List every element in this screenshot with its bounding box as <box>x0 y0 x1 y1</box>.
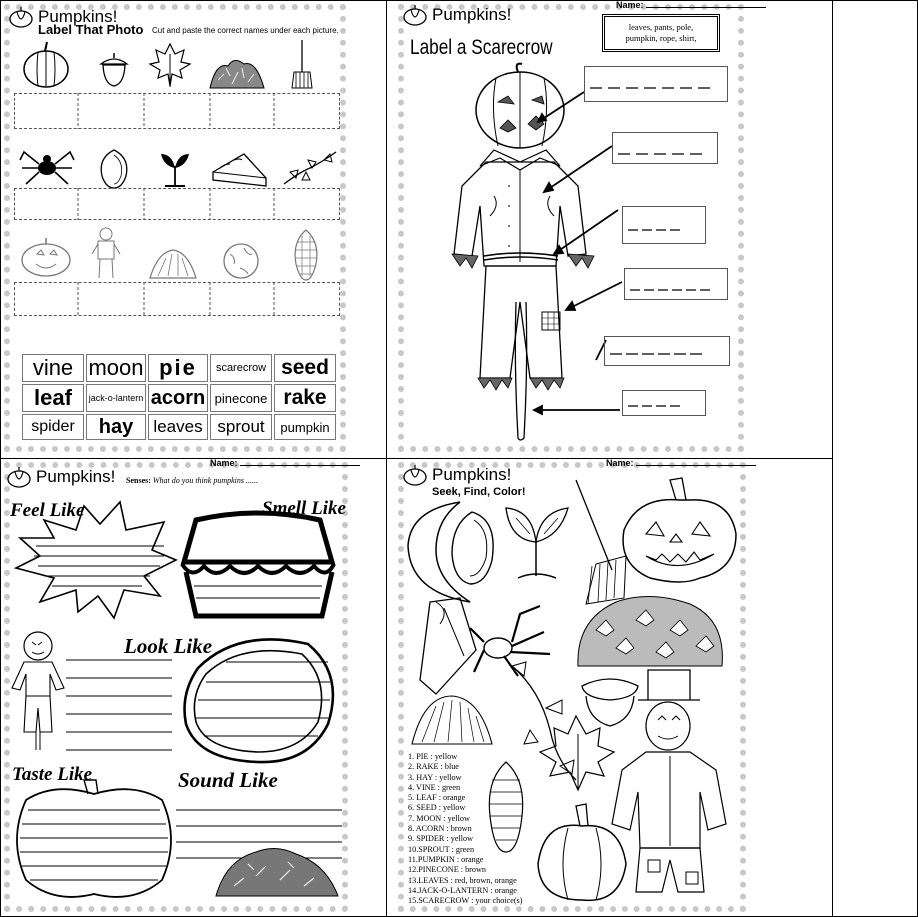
name-label: Name: <box>606 458 634 468</box>
senses-prompt-line <box>126 476 258 485</box>
taste-like-heading: Taste Like <box>12 764 93 785</box>
legend-item: 8. ACORN : brown <box>408 824 472 834</box>
leaf-picture <box>148 42 192 88</box>
smell-like-pie <box>176 508 340 620</box>
pumpkin-logo-icon <box>8 6 34 28</box>
legend-item: 10.SPROUT : green <box>408 844 475 854</box>
brand-title: Pumpkins! <box>36 467 116 486</box>
smell-like-heading: Smell Like <box>262 498 346 519</box>
senses-label: Senses: <box>126 476 151 485</box>
word-card[interactable]: hay <box>86 414 146 440</box>
word-card[interactable]: pie <box>148 354 208 382</box>
legend-item: 15.SCARECROW : your choice(s) <box>408 896 523 906</box>
pumpkin-logo-icon <box>402 4 428 26</box>
legend-item: 11.PUMPKIN : orange <box>408 854 484 864</box>
senses-prompt: What do you think pumpkins ...... <box>152 476 258 485</box>
rake-picture <box>290 40 314 92</box>
acorn-picture <box>98 52 130 88</box>
sound-like-lines <box>176 800 342 900</box>
word-card[interactable]: scarecrow <box>210 354 272 382</box>
legend-item: 9. SPIDER : yellow <box>408 834 474 844</box>
name-label: Name: <box>616 0 644 10</box>
look-like-heading: Look Like <box>124 634 213 658</box>
legend-item: 13.LEAVES : red, brown, orange <box>408 875 517 885</box>
brand-header <box>6 466 115 488</box>
legend-item: 7. MOON : yellow <box>408 813 470 823</box>
word-bank-line: leaves, pants, pole, <box>628 22 694 32</box>
legend-item: 5. LEAF : orange <box>408 793 466 803</box>
word-card[interactable]: spider <box>22 414 84 440</box>
word-card[interactable]: pinecone <box>210 384 272 412</box>
legend-item: 6. SEED : yellow <box>408 803 466 813</box>
color-key-legend <box>408 752 522 906</box>
word-card[interactable]: vine <box>22 354 84 382</box>
word-card[interactable]: pumpkin <box>274 414 336 440</box>
pumpkin-picture <box>22 40 70 90</box>
answer-box-dividers <box>14 93 340 317</box>
leaves-pile-picture <box>208 54 266 90</box>
word-card[interactable]: seed <box>274 354 336 382</box>
legend-item: 4. VINE : green <box>408 782 461 792</box>
brand-title: Pumpkins! <box>432 5 512 24</box>
seek-find-subtitle: Seek, Find, Color! <box>432 486 526 498</box>
pumpkin-logo-icon <box>6 466 32 488</box>
name-line <box>606 458 756 468</box>
word-card[interactable]: moon <box>86 354 146 382</box>
look-like-lines-left <box>12 650 172 770</box>
word-card[interactable]: leaves <box>148 414 208 440</box>
word-card[interactable]: jack-o-lantern <box>86 384 146 412</box>
scarecrow-word-bank <box>602 14 720 52</box>
feel-like-heading: Feel Like <box>10 500 85 521</box>
letter-blanks <box>584 66 730 418</box>
taste-like-pumpkin <box>14 780 174 902</box>
word-card[interactable]: sprout <box>210 414 272 440</box>
divider-right-margin <box>832 0 833 917</box>
brand-title: Pumpkins! <box>432 465 512 484</box>
sound-like-heading: Sound Like <box>178 768 278 792</box>
name-label: Name: <box>210 458 238 468</box>
brand-header <box>402 4 511 26</box>
legend-item: 3. HAY : yellow <box>408 772 462 782</box>
name-line <box>210 458 360 468</box>
brand-title: Pumpkins! <box>38 7 118 26</box>
name-line <box>616 0 766 10</box>
look-like-seed <box>178 634 344 766</box>
legend-item: 14.JACK-O-LANTERN : orange <box>408 885 517 895</box>
legend-item: 1. PIE : yellow <box>408 752 458 761</box>
feel-like-leaf <box>14 500 180 620</box>
label-photo-subtitle: Label That Photo <box>38 22 144 37</box>
legend-item: 12.PINECONE : brown <box>408 865 487 875</box>
word-card[interactable]: rake <box>274 384 336 412</box>
label-photo-instruction: Cut and paste the correct names under each picture. <box>152 26 339 35</box>
word-card[interactable]: acorn <box>148 384 208 412</box>
scarecrow-title: Label a Scarecrow <box>410 36 553 59</box>
word-bank-line: pumpkin, rope, shirt, <box>625 33 697 43</box>
word-card[interactable]: leaf <box>22 384 84 412</box>
legend-item: 2. RAKE : blue <box>408 762 459 772</box>
